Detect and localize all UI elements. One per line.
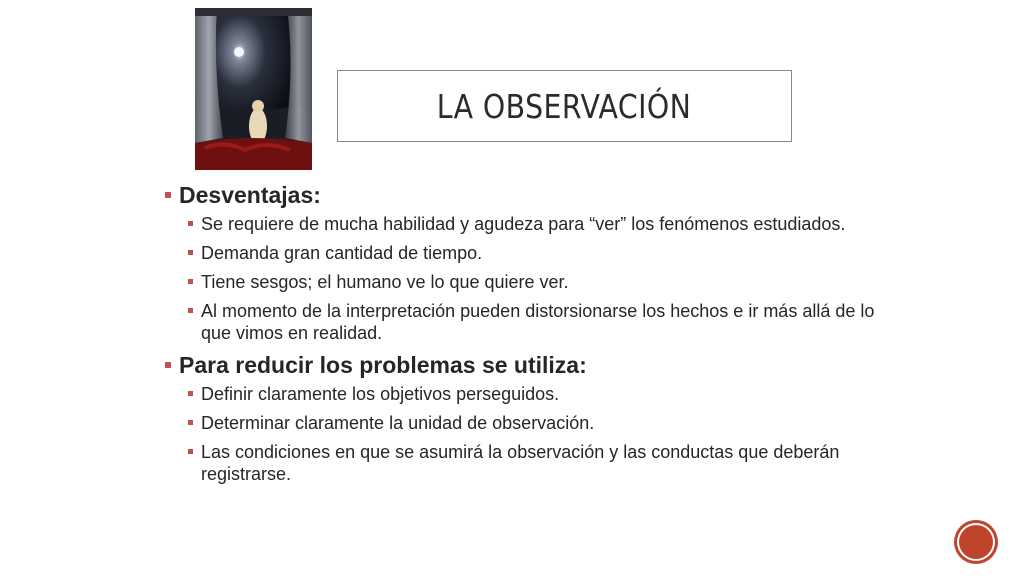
square-bullet-icon xyxy=(188,449,193,454)
square-bullet-icon xyxy=(188,279,193,284)
section-desventajas xyxy=(163,180,883,344)
list-item: Las condiciones en que se asumirá la observación y las conductas que deberán registrarse. xyxy=(163,441,883,485)
list-item: Demanda gran cantidad de tiempo. xyxy=(163,242,883,264)
list-item: Se requiere de mucha habilidad y agudeza para “ver” los fenómenos estudiados. xyxy=(163,213,883,235)
square-bullet-icon xyxy=(188,308,193,313)
square-bullet-icon xyxy=(165,192,171,198)
list-item: Definir claramente los objetivos perseguidos. xyxy=(163,383,883,405)
title-box xyxy=(337,70,792,142)
list-item: Al momento de la interpretación pueden distorsionarse los hechos e ir más allá de lo que vimos en realidad. xyxy=(163,300,883,344)
slide-title: LA OBSERVACIÓN xyxy=(437,86,692,126)
section-reducir-problemas xyxy=(163,350,883,485)
woman-at-window-image xyxy=(195,8,312,170)
square-bullet-icon xyxy=(188,391,193,396)
list-item: Determinar claramente la unidad de observación. xyxy=(163,412,883,434)
bullet-list xyxy=(163,383,883,485)
list-item: Tiene sesgos; el humano ve lo que quiere ver. xyxy=(163,271,883,293)
square-bullet-icon xyxy=(165,362,171,368)
slide-content xyxy=(163,180,883,491)
slide-number-badge xyxy=(957,523,995,561)
section-heading: Para reducir los problemas se utiliza: xyxy=(163,350,883,380)
square-bullet-icon xyxy=(188,420,193,425)
square-bullet-icon xyxy=(188,250,193,255)
square-bullet-icon xyxy=(188,221,193,226)
bullet-list xyxy=(163,213,883,344)
section-heading: Desventajas: xyxy=(163,180,883,210)
